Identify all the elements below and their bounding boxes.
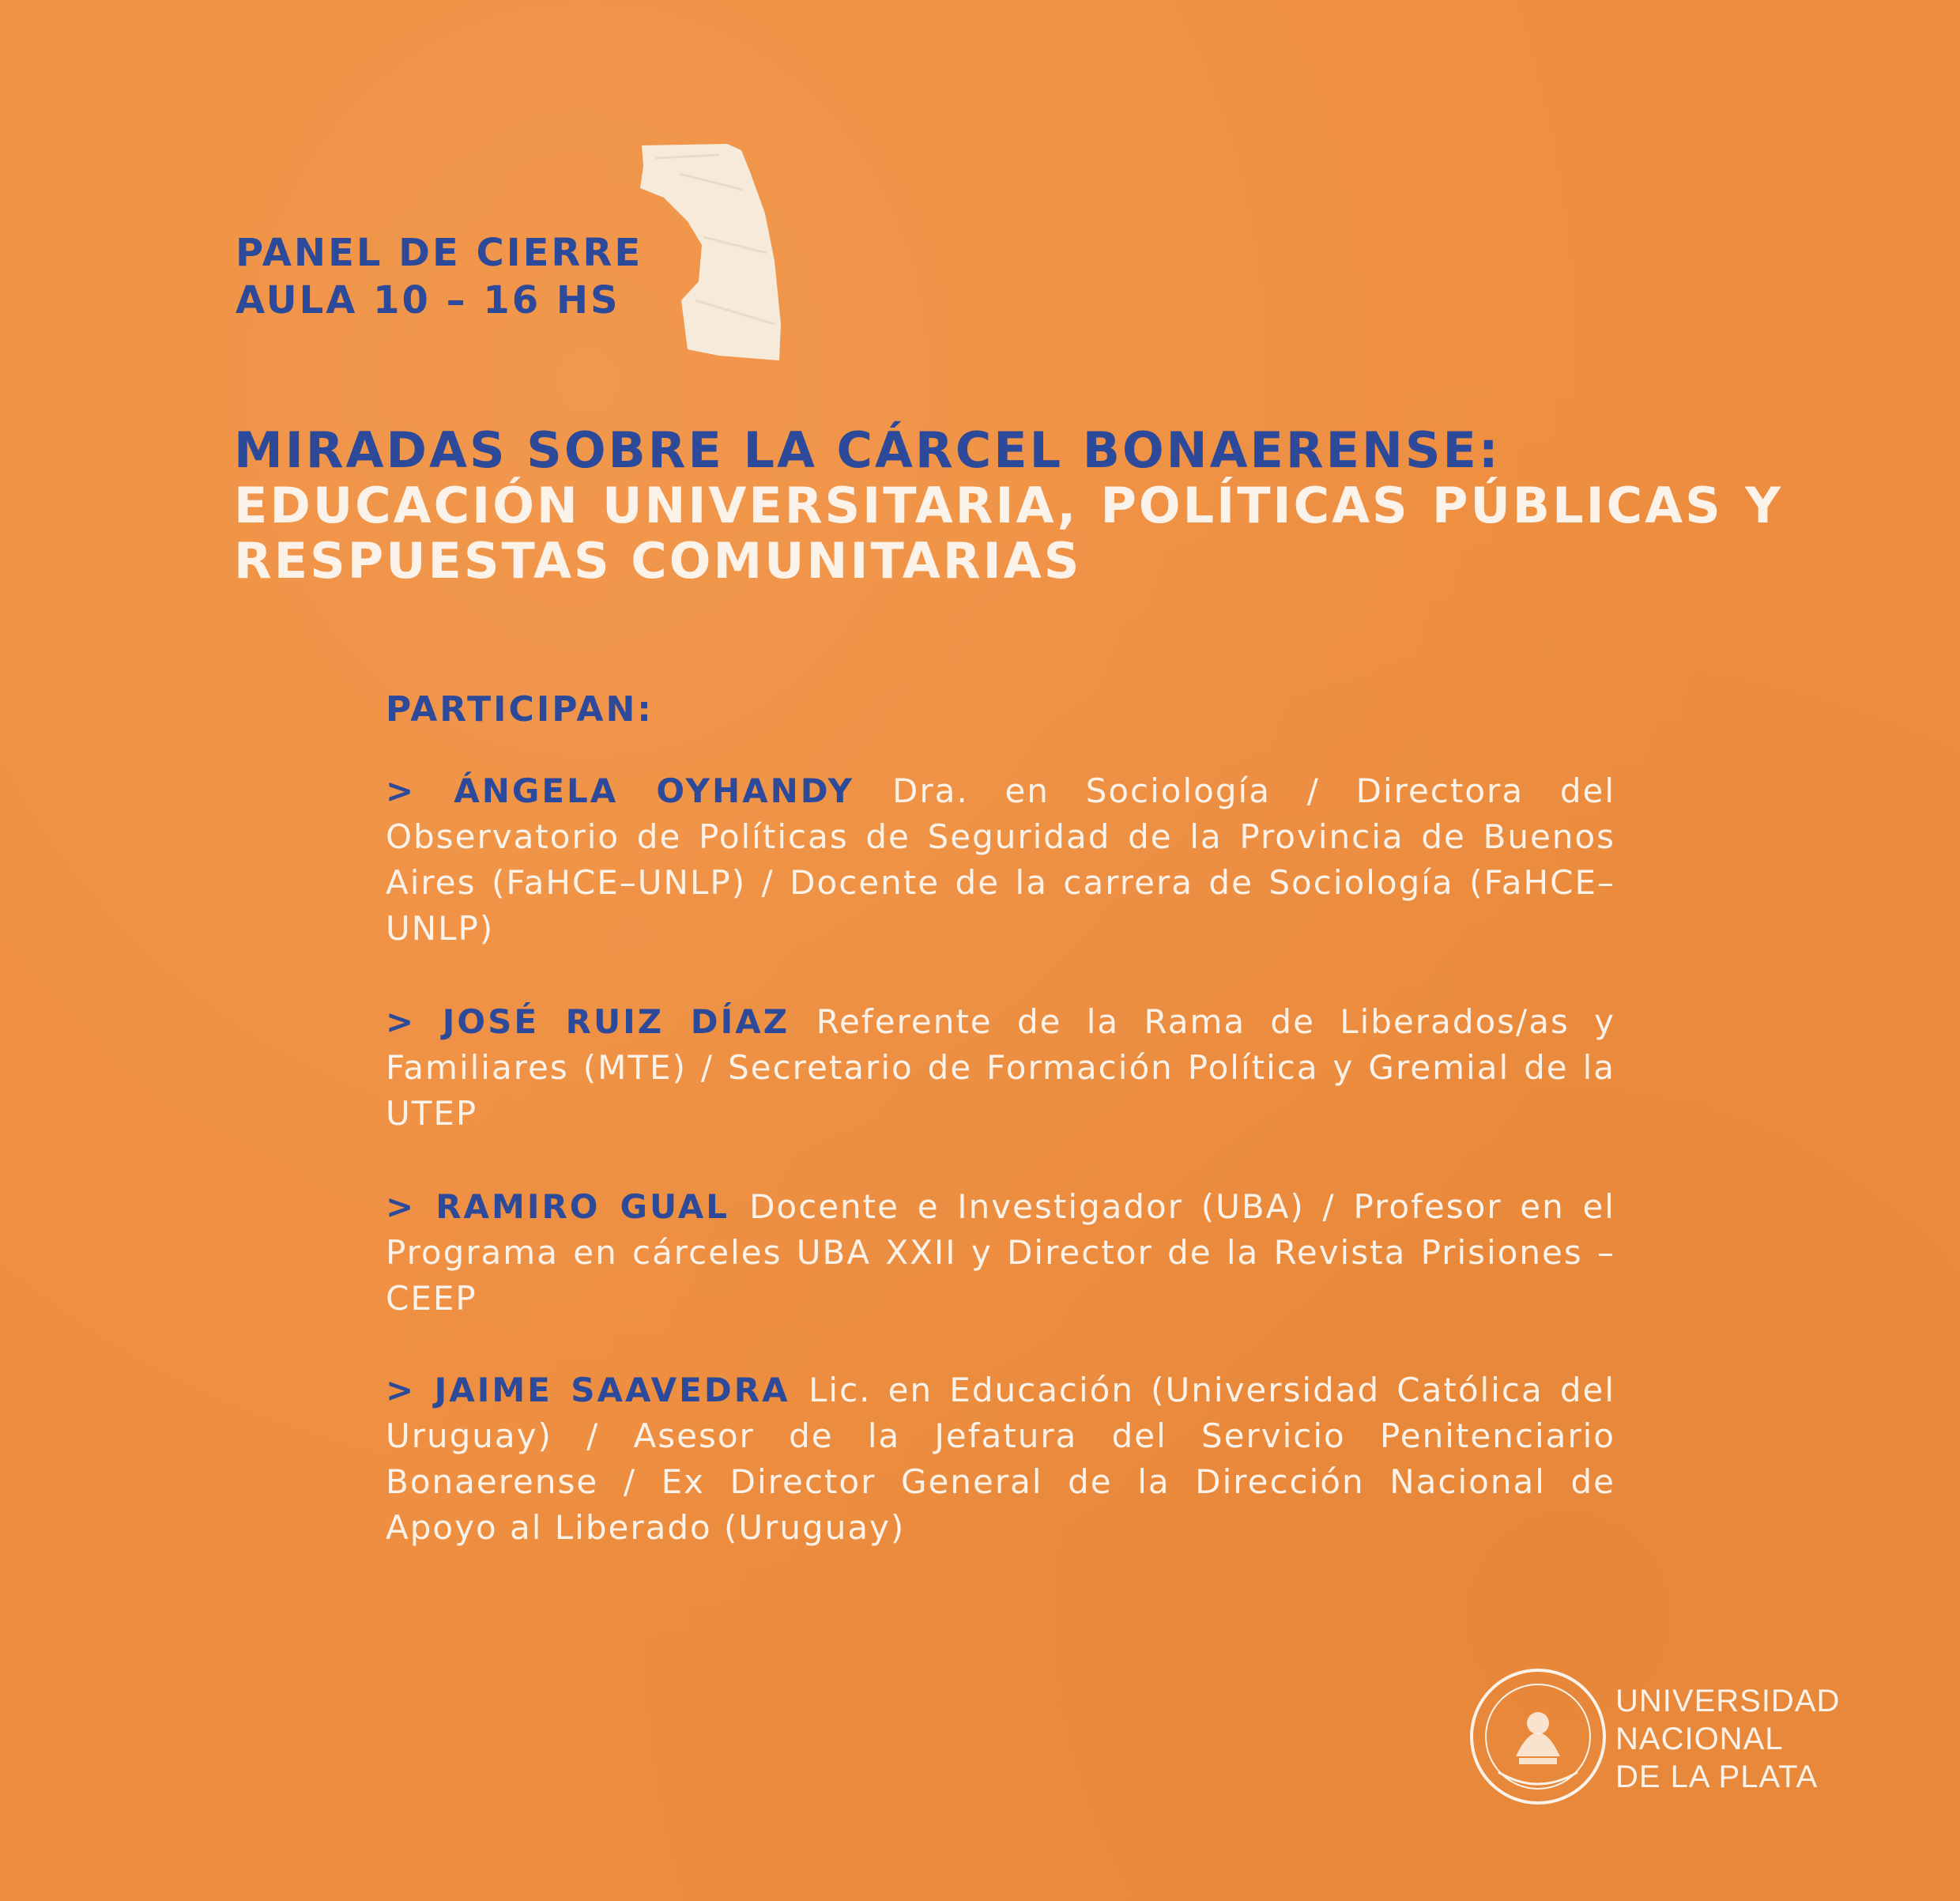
torn-paper-decoration [632,142,885,364]
university-line-2: NACIONAL [1615,1722,1784,1756]
university-line-3: DE LA PLATA [1615,1760,1819,1794]
participant-description: Dra. en Sociología / Directora del Observatorio de Políticas de Seguridad de la Provincia de Buenos Aires (FaHCE–UNLP) / Docente de la carrera de Sociología (FaHCE–UNLP) [386,771,1615,948]
room-time: AULA 10 – 16 HS [236,278,620,322]
unlp-logo [1467,1661,1841,1812]
participant-name: > ÁNGELA OYHANDY [386,771,893,810]
title-main: MIRADAS SOBRE LA CÁRCEL BONAERENSE: [234,421,1501,479]
participants-label: PARTICIPAN: [386,689,654,730]
university-name [1615,1682,1840,1796]
participant-item [386,1367,1615,1551]
participant-item [386,1184,1615,1322]
participant-name: > RAMIRO GUAL [386,1187,750,1226]
participant-item [386,768,1615,952]
participant-description: Lic. en Educación (Universidad Católica del Uruguay) / Asesor de la Jefatura del Servicio Penitenciario Bonaerense / Ex Director General de la Dirección Nacional de Apoyo al Liberado (Uruguay) [386,1371,1615,1547]
panel-title [234,423,1783,589]
event-info [236,229,643,324]
participant-item [386,999,1615,1137]
title-sub: EDUCACIÓN UNIVERSITARIA, POLÍTICAS PÚBLICAS Y RESPUESTAS COMUNITARIAS [234,477,1783,590]
university-line-1: UNIVERSIDAD [1615,1684,1841,1718]
participant-description: Docente e Investigador (UBA) / Profesor en el Programa en cárceles UBA XXII y Director de la Revista Prisiones – CEEP [386,1187,1615,1318]
participant-name: > JAIME SAAVEDRA [386,1371,809,1409]
participant-name: > JOSÉ RUIZ DÍAZ [386,1002,816,1041]
participant-description: Referente de la Rama de Liberados/as y Familiares (MTE) / Secretario de Formación Política y Gremial de la UTEP [386,1002,1615,1133]
unlp-seal-icon [1467,1661,1609,1812]
panel-label: PANEL DE CIERRE [236,231,643,275]
